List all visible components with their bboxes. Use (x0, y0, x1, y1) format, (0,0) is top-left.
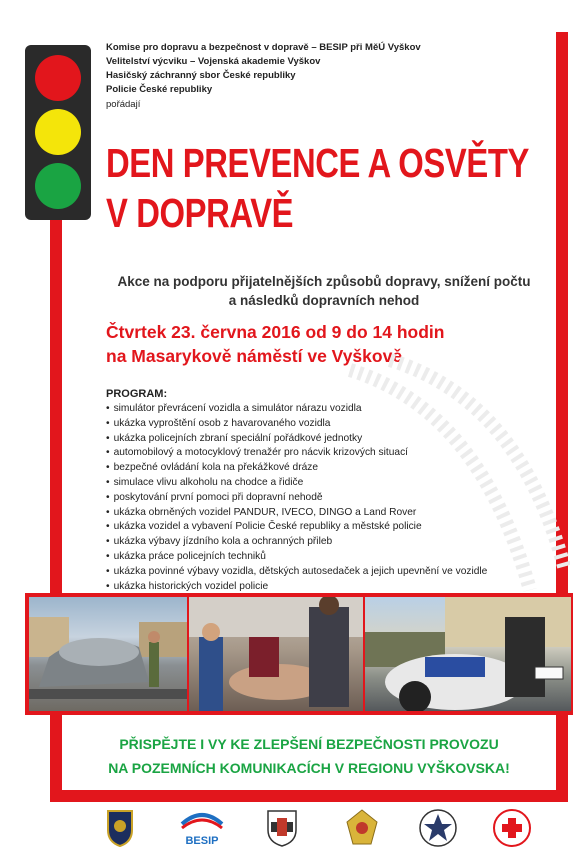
list-item: • simulátor převrácení vozidla a simulátor nárazu vozidla (106, 402, 487, 417)
photo-police-motorcycle (365, 597, 571, 711)
police-star-icon (418, 808, 458, 848)
traffic-light-icon (25, 45, 91, 220)
cta-line-2: NA POZEMNÍCH KOMUNIKACÍCH V REGIONU VYŠKOVSKA! (108, 760, 510, 776)
red-lamp (35, 55, 81, 101)
subtitle-line-1: Akce na podporu přijatelnějších způsobů dopravy, snížení počtu (117, 274, 531, 289)
fire-rescue-emblem-icon (345, 808, 379, 848)
organizer-army: Velitelství výcviku – Vojenská akademie Vyškov (106, 56, 321, 67)
list-item: • ukázka policejních zbraní speciální pořádkové jednotky (106, 432, 487, 447)
red-cross-icon (492, 808, 532, 848)
photo-overturned-car (29, 597, 187, 711)
besip-logo-text: BESIP (185, 835, 219, 847)
title-line-1: DEN PREVENCE A OSVĚTY (106, 140, 529, 186)
subtitle-line-2: a následků dopravních nehod (228, 293, 420, 308)
town-coat-of-arms-icon (265, 808, 299, 848)
subtitle (104, 272, 544, 310)
red-frame-bottom (50, 790, 568, 802)
title-line-2: V DOPRAVĚ (106, 190, 294, 236)
list-item: • ukázka vyproštění osob z havarovaného vozidla (106, 417, 487, 432)
photo-first-aid (189, 597, 363, 711)
date-line-2: na Masarykově náměstí ve Vyškově (106, 346, 403, 366)
green-lamp (35, 163, 81, 209)
list-item: • ukázka obrněných vozidel PANDUR, IVECO, DINGO a Land Rover (106, 506, 487, 521)
list-item: • ukázka povinné výbavy vozidla, dětských autosedaček a jejich upevnění ve vozidle (106, 565, 487, 580)
program-list (106, 402, 487, 594)
list-item: • poskytování první pomoci při dopravní nehodě (106, 491, 487, 506)
photo-strip (25, 593, 573, 715)
date-line-1: Čtvrtek 23. června 2016 od 9 do 14 hodin (106, 322, 445, 342)
list-item: • ukázka práce policejních techniků (106, 550, 487, 565)
organizer-police: Policie České republiky (106, 84, 213, 95)
organizers (106, 41, 421, 97)
organizer-besip: Komise pro dopravu a bezpečnost v dopravě – BESIP při MěÚ Vyškov (106, 42, 421, 53)
cta-line-1: PŘISPĚJTE I VY KE ZLEPŠENÍ BEZPEČNOSTI PROVOZU (119, 736, 499, 752)
program-heading: PROGRAM: (106, 388, 168, 400)
organizer-fire: Hasičský záchranný sbor České republiky (106, 70, 296, 81)
list-item: • ukázka historických vozidel policie (106, 580, 487, 595)
call-to-action (62, 732, 556, 780)
list-item: • bezpečné ovládání kola na překážkové dráze (106, 461, 487, 476)
besip-logo-icon (178, 808, 226, 848)
yellow-lamp (35, 109, 81, 155)
list-item: • simulace vlivu alkoholu na chodce a řidiče (106, 476, 487, 491)
sponsor-logos (0, 808, 587, 853)
list-item: • ukázka vozidel a vybavení Policie České republiky a městské policie (106, 520, 487, 535)
list-item: • ukázka výbavy jízdního kola a ochranných přileb (106, 535, 487, 550)
organizers-verb: pořádají (106, 99, 141, 110)
military-academy-emblem-icon (105, 808, 135, 848)
page-title (106, 138, 529, 238)
list-item: • automobilový a motocyklový trenažér pro nácvik krizových situací (106, 446, 487, 461)
